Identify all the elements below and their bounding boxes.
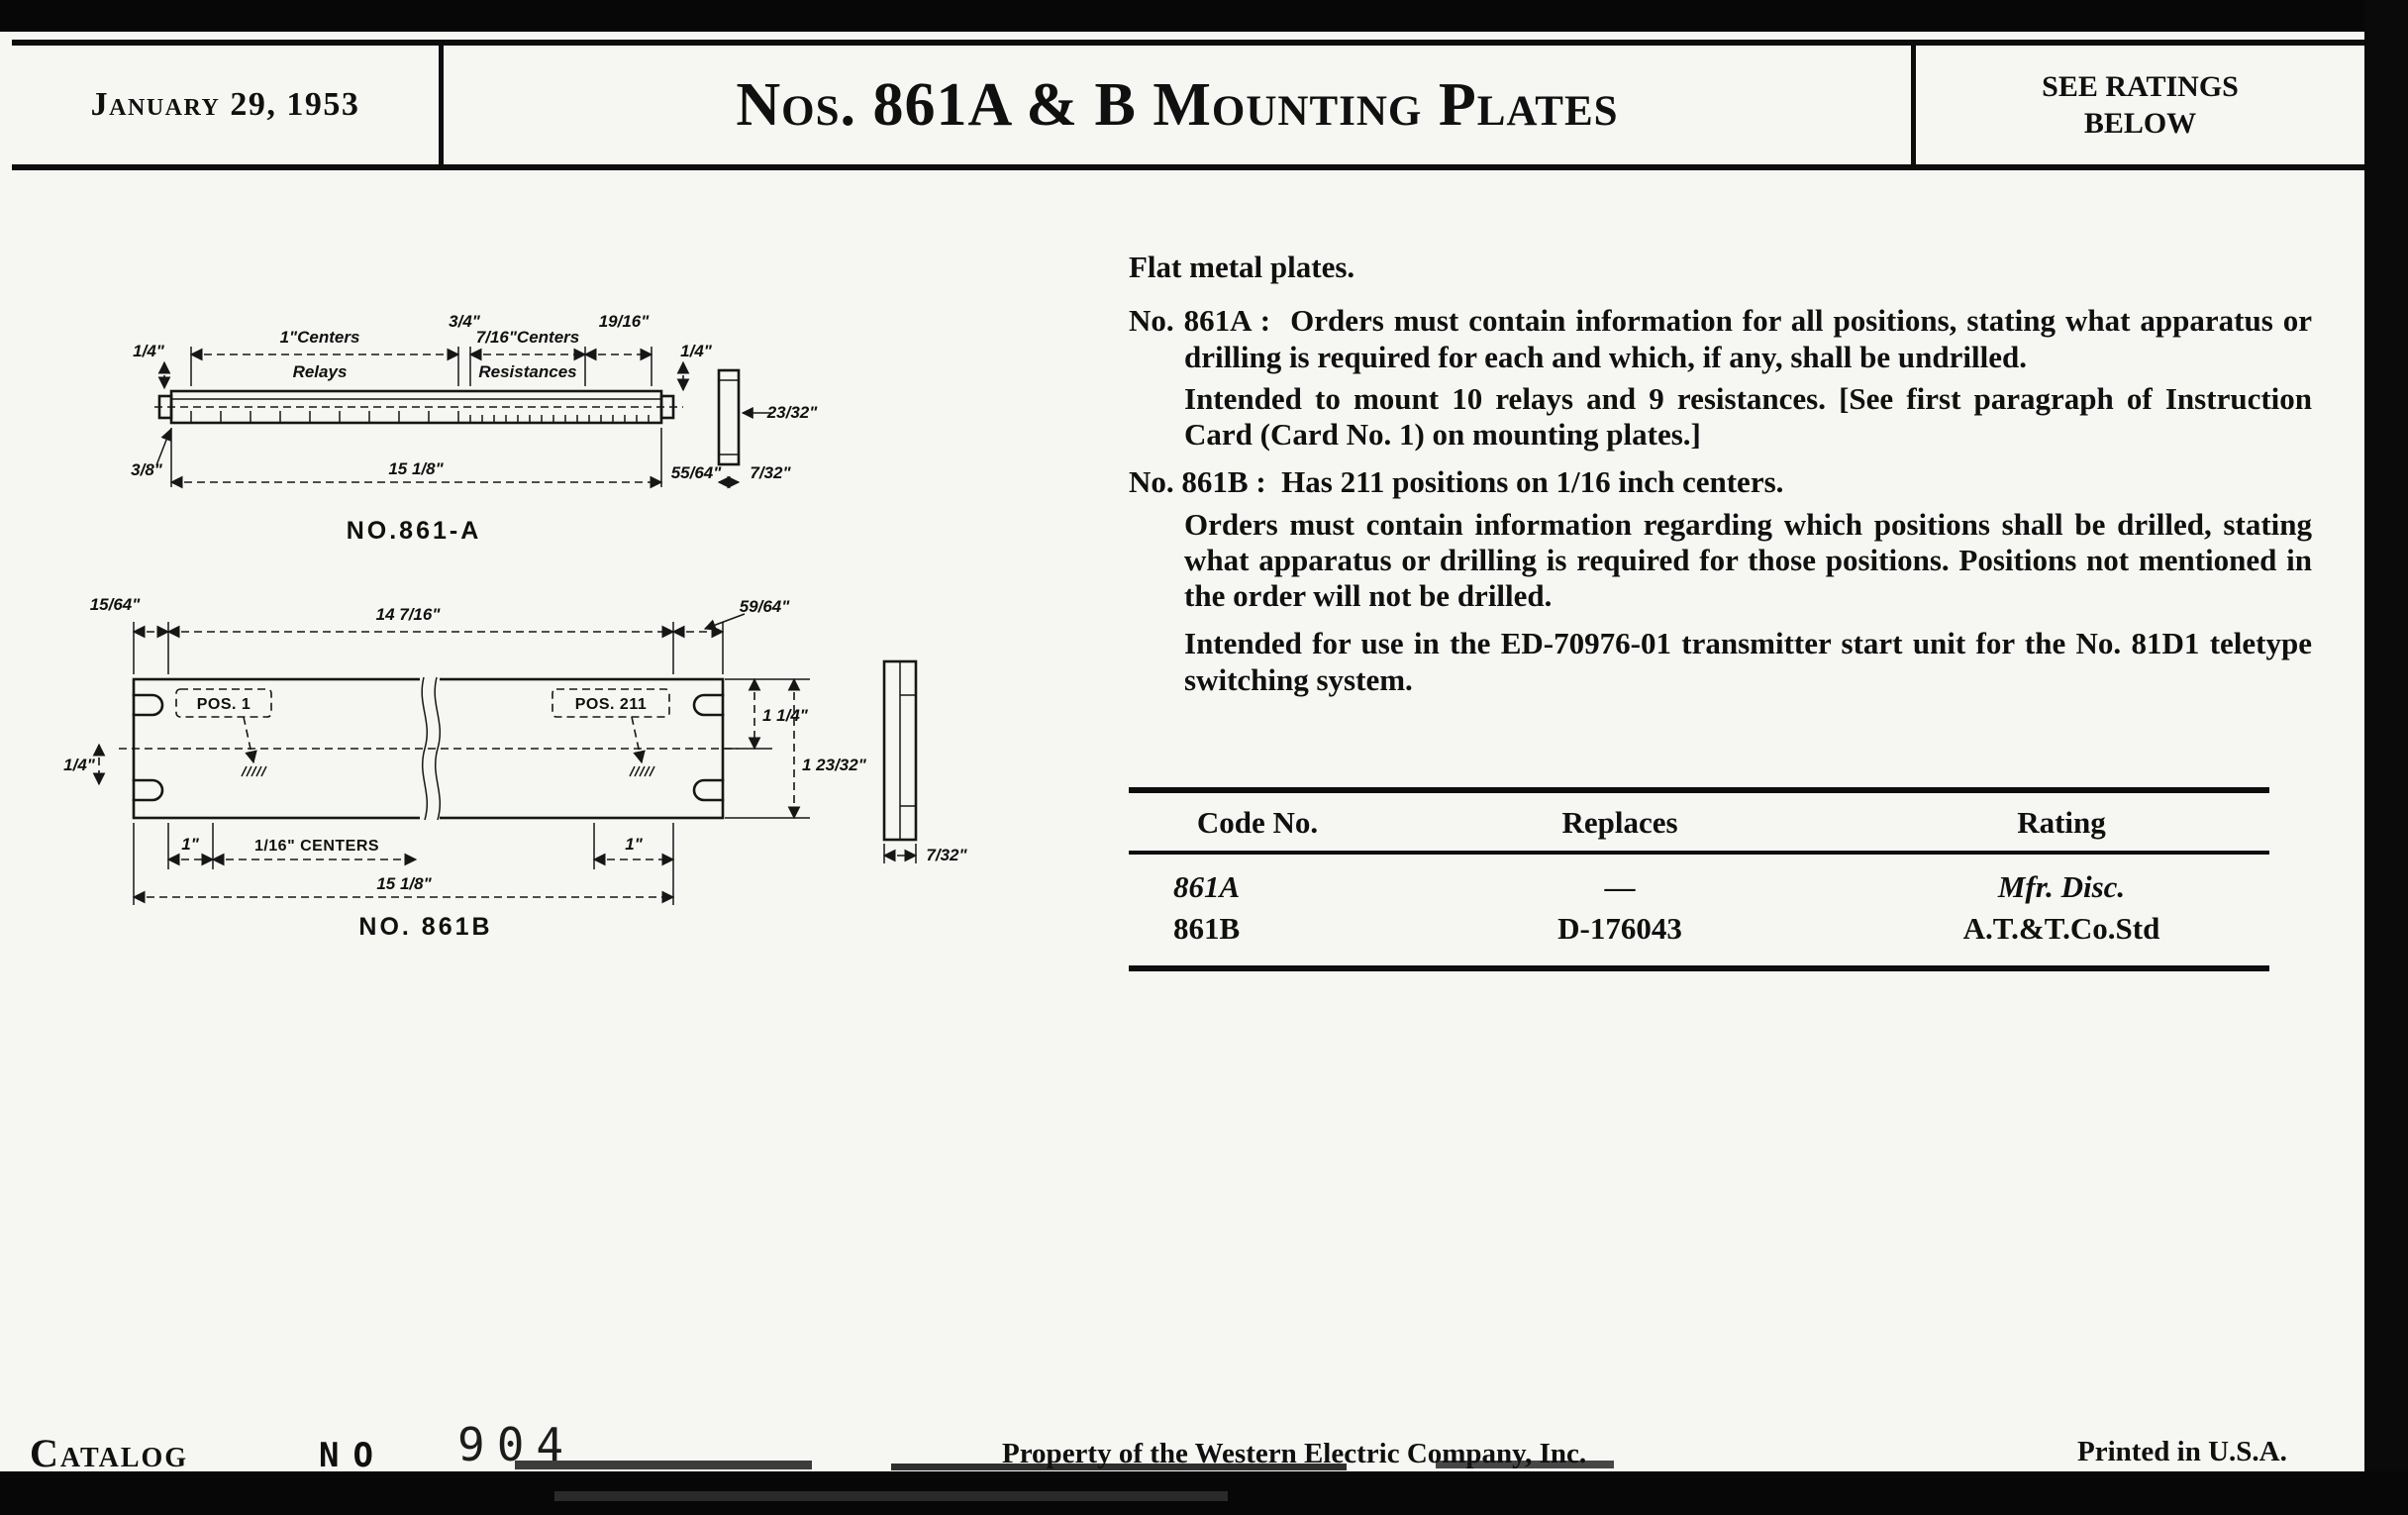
dim-label: 1/4" xyxy=(680,342,712,360)
dim-label: 19/16" xyxy=(598,312,650,331)
pos-211-label: POS. 211 xyxy=(574,696,648,713)
dim-label: 1" xyxy=(625,835,643,854)
dim-label: 15 1/8" xyxy=(388,459,444,478)
para-861b-sub1: Orders must contain information regarding which positions shall be drilled, stating what apparatus or drilling is required for those positions. Positions not mentioned in the order will not be drilled. xyxy=(1184,506,2312,614)
dim-label: 7/32" xyxy=(926,846,967,864)
dim-label: 14 7/16" xyxy=(375,605,441,624)
cell-replaces: — xyxy=(1604,869,1636,904)
end-view xyxy=(884,661,916,840)
table-body xyxy=(1129,855,2269,965)
table-header-row xyxy=(1129,793,2269,855)
para-861b-text: Has 211 positions on 1/16 inch centers. xyxy=(1281,464,1784,500)
para-861b-label: No. 861B : xyxy=(1129,464,1266,500)
dim-label: Resistances xyxy=(478,362,577,381)
dim-label: 3/4" xyxy=(449,312,480,331)
cell-replaces: D-176043 xyxy=(1557,911,1682,946)
dim-label: 1 1/4" xyxy=(762,706,808,725)
table-row xyxy=(1129,866,2269,908)
dim-label: 1/16" CENTERS xyxy=(253,838,380,855)
para-861b-sub2: Intended for use in the ED-70976-01 transmitter start unit for the No. 81D1 teletype switching system. xyxy=(1184,626,2312,697)
catalog-label: Catalog xyxy=(30,1431,189,1475)
slot-hatch xyxy=(242,766,266,776)
dim-label: 15/64" xyxy=(89,595,141,614)
cell-rating: A.T.&T.Co.Std xyxy=(1962,911,2160,946)
col-header-replaces: Replaces xyxy=(1561,805,1678,840)
printed-notice: Printed in U.S.A. xyxy=(2077,1436,2287,1467)
ratings-table xyxy=(1129,787,2269,971)
dim-label: 1/4" xyxy=(133,342,164,360)
dim-label: 15 1/8" xyxy=(376,874,432,893)
drawing-861a xyxy=(117,279,869,566)
dim-label: 23/32" xyxy=(766,403,818,422)
dim-label: 7/16"Centers xyxy=(475,328,580,347)
pos-1-label: POS. 1 xyxy=(196,696,251,713)
dim-label: 3/8" xyxy=(131,460,162,479)
cell-rating: Mfr. Disc. xyxy=(1997,869,2126,904)
drawing-861b xyxy=(40,551,1030,947)
dim-label: 1"Centers xyxy=(279,328,360,347)
intro-line: Flat metal plates. xyxy=(1129,250,1355,284)
drawing-caption-861b: NO. 861B xyxy=(358,913,493,941)
dim-label: 1/4" xyxy=(63,756,95,774)
cell-code: 861B xyxy=(1173,911,1241,946)
page-title: Nos. 861A & B Mounting Plates xyxy=(736,70,1619,139)
para-861a-text: Orders must contain information for all positions, stating what apparatus or drilling is required for each and which, if any, shall be undrilled. xyxy=(1184,303,2313,374)
catalog-number: 904 xyxy=(457,1418,576,1471)
cell-code: 861A xyxy=(1173,869,1241,904)
relay-position-ticks xyxy=(191,411,458,423)
para-861b xyxy=(1129,464,2312,500)
scan-noise xyxy=(554,1491,1228,1501)
para-861a-sub: Intended to mount 10 relays and 9 resistances. [See first paragraph of Instruction Card (Card No. 1) on mounting plates.] xyxy=(1184,380,2312,453)
col-header-rating: Rating xyxy=(2017,805,2106,840)
masthead xyxy=(12,40,2364,170)
catalog-no-label: NO xyxy=(319,1436,387,1475)
drawing-caption-861a: NO.861-A xyxy=(346,517,482,545)
scan-edge-top xyxy=(0,0,2408,32)
para-861a xyxy=(1129,303,2312,375)
dim-label: 55/64" xyxy=(670,463,722,482)
ratings-note-cell xyxy=(1911,46,2364,164)
dim-label: 1" xyxy=(181,835,199,854)
dim-label: 59/64" xyxy=(739,597,790,616)
ratings-note: SEE RATINGS BELOW xyxy=(2042,69,2239,140)
description-copy xyxy=(1129,250,2312,710)
issue-date: January 29, 1953 xyxy=(12,46,444,164)
end-view xyxy=(719,370,739,464)
slot-hatch xyxy=(630,766,654,776)
scan-edge-right xyxy=(2364,0,2408,1515)
dim-label: 1 23/32" xyxy=(802,756,866,774)
dim-label: Relays xyxy=(292,362,348,381)
col-header-code: Code No. xyxy=(1196,805,1319,840)
property-notice: Property of the Western Electric Company, Inc. xyxy=(1002,1438,1587,1469)
para-861a-label: No. 861A : xyxy=(1129,303,1271,339)
dim-label: 7/32" xyxy=(750,463,791,482)
table-row xyxy=(1129,908,2269,950)
